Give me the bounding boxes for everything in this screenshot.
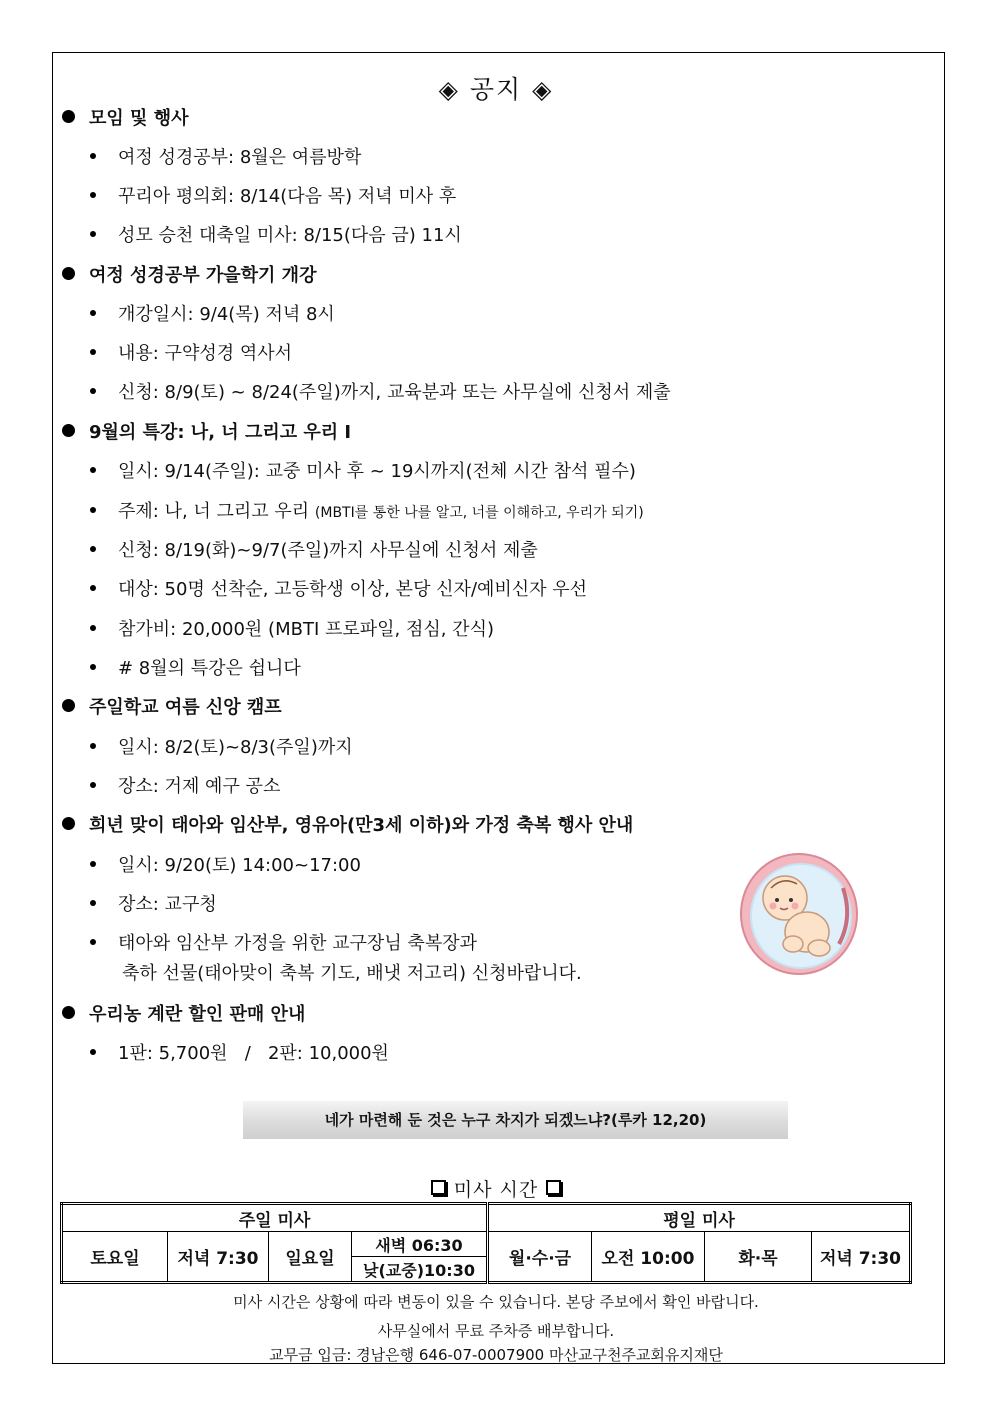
bullet-icon	[90, 861, 96, 867]
checkbox-icon	[431, 1180, 446, 1195]
fetus-illustration	[735, 848, 865, 978]
bullet-icon	[90, 900, 96, 906]
list-item: 참가비: 20,000원 (MBTI 프로파일, 점심, 간식)	[90, 615, 494, 641]
list-item: 일시: 9/14(주일): 교중 미사 후 ~ 19시까지(전체 시간 참석 필수)	[90, 457, 636, 483]
section-heading-camp: 주일학교 여름 신앙 캠프	[62, 693, 282, 719]
list-item: 성모 승천 대축일 미사: 8/15(다음 금) 11시	[90, 221, 462, 247]
section-heading-events: 모임 및 행사	[62, 104, 188, 130]
bullet-icon	[90, 743, 96, 749]
bullet-icon	[90, 782, 96, 788]
section-heading-lecture: 9월의 특강: 나, 너 그리고 우리 I	[62, 418, 351, 444]
checkbox-icon	[546, 1180, 561, 1195]
list-item: 꾸리아 평의회: 8/14(다음 목) 저녁 미사 후	[90, 182, 456, 208]
footer-note: 미사 시간은 상황에 따라 변동이 있을 수 있습니다. 본당 주보에서 확인 바랍니다.	[233, 1293, 759, 1311]
table-row	[62, 1204, 911, 1232]
table-row	[62, 1232, 911, 1257]
list-item: # 8월의 특강은 쉽니다	[90, 654, 301, 680]
table-cell: 오전 10:00	[592, 1232, 705, 1283]
footer-note: 사무실에서 무료 주차증 배부합니다.	[377, 1322, 615, 1340]
bullet-icon	[90, 546, 96, 552]
section-heading-eggs: 우리농 계란 할인 판매 안내	[62, 1000, 305, 1026]
list-item: 주제: 나, 너 그리고 우리 (MBTI를 통한 나를 알고, 너를 이해하고, 우리가 되기)	[90, 497, 644, 523]
bullet-icon	[90, 310, 96, 316]
table-cell: 새벽 06:30	[352, 1232, 488, 1257]
table-cell: 월·수·금	[488, 1232, 592, 1283]
mass-times-title: 미사 시간	[0, 1175, 992, 1202]
bullet-icon	[62, 817, 75, 830]
bullet-icon	[90, 388, 96, 394]
table-cell: 토요일	[62, 1232, 168, 1283]
footer-note: 교무금 입금: 경남은행 646-07-0007900 마산교구천주교회유지재단	[269, 1346, 723, 1364]
table-cell: 저녁 7:30	[812, 1232, 911, 1283]
bullet-icon	[90, 467, 96, 473]
bullet-icon	[90, 1049, 96, 1055]
table-cell: 낮(교중)10:30	[352, 1257, 488, 1283]
bullet-icon	[62, 267, 75, 280]
bullet-icon	[90, 507, 96, 513]
list-item: 장소: 거제 예구 공소	[90, 772, 280, 798]
bullet-icon	[90, 625, 96, 631]
bullet-icon	[90, 585, 96, 591]
page-title: ◈ 공지 ◈	[438, 75, 554, 104]
list-item: 태아와 임산부 가정을 위한 교구장님 축복장과	[90, 929, 477, 955]
list-item: 여정 성경공부: 8월은 여름방학	[90, 143, 361, 169]
list-item: 대상: 50명 선착순, 고등학생 이상, 본당 신자/예비신자 우선	[90, 575, 587, 601]
bullet-icon	[90, 231, 96, 237]
mass-times-table	[60, 1202, 912, 1284]
list-item: 내용: 구약성경 역사서	[90, 339, 292, 365]
bullet-icon	[90, 153, 96, 159]
bullet-icon	[90, 192, 96, 198]
list-item: 개강일시: 9/4(목) 저녁 8시	[90, 300, 335, 326]
table-cell: 일요일	[269, 1232, 352, 1283]
bullet-icon	[90, 939, 96, 945]
bullet-icon	[62, 110, 75, 123]
table-cell: 저녁 7:30	[168, 1232, 269, 1283]
list-item: 신청: 8/19(화)~9/7(주일)까지 사무실에 신청서 제출	[90, 536, 538, 562]
list-item-continuation: 축하 선물(태아맞이 축복 기도, 배냇 저고리) 신청바랍니다.	[122, 963, 582, 984]
list-item: 장소: 교구청	[90, 890, 217, 916]
section-heading-bible-study: 여정 성경공부 가을학기 개강	[62, 261, 316, 287]
bullet-icon	[62, 699, 75, 712]
table-cell: 화·목	[705, 1232, 812, 1283]
weekday-mass-header: 평일 미사	[488, 1204, 911, 1232]
scripture-quote-banner: 네가 마련해 둔 것은 누구 차지가 되겠느냐?(루카 12,20)	[243, 1101, 788, 1139]
bullet-icon	[90, 349, 96, 355]
section-heading-blessing: 희년 맞이 태아와 임산부, 영유아(만3세 이하)와 가정 축복 행사 안내	[62, 811, 633, 837]
bullet-icon	[90, 664, 96, 670]
sunday-mass-header: 주일 미사	[62, 1204, 488, 1232]
bullet-icon	[62, 424, 75, 437]
list-item: 1판: 5,700원 / 2판: 10,000원	[90, 1039, 389, 1065]
list-item: 일시: 8/2(토)~8/3(주일)까지	[90, 733, 353, 759]
list-item: 신청: 8/9(토) ~ 8/24(주일)까지, 교육분과 또는 사무실에 신청서 제출	[90, 378, 671, 404]
list-item: 일시: 9/20(토) 14:00~17:00	[90, 851, 361, 877]
bullet-icon	[62, 1006, 75, 1019]
topic-note: (MBTI를 통한 나를 알고, 너를 이해하고, 우리가 되기)	[314, 505, 644, 521]
